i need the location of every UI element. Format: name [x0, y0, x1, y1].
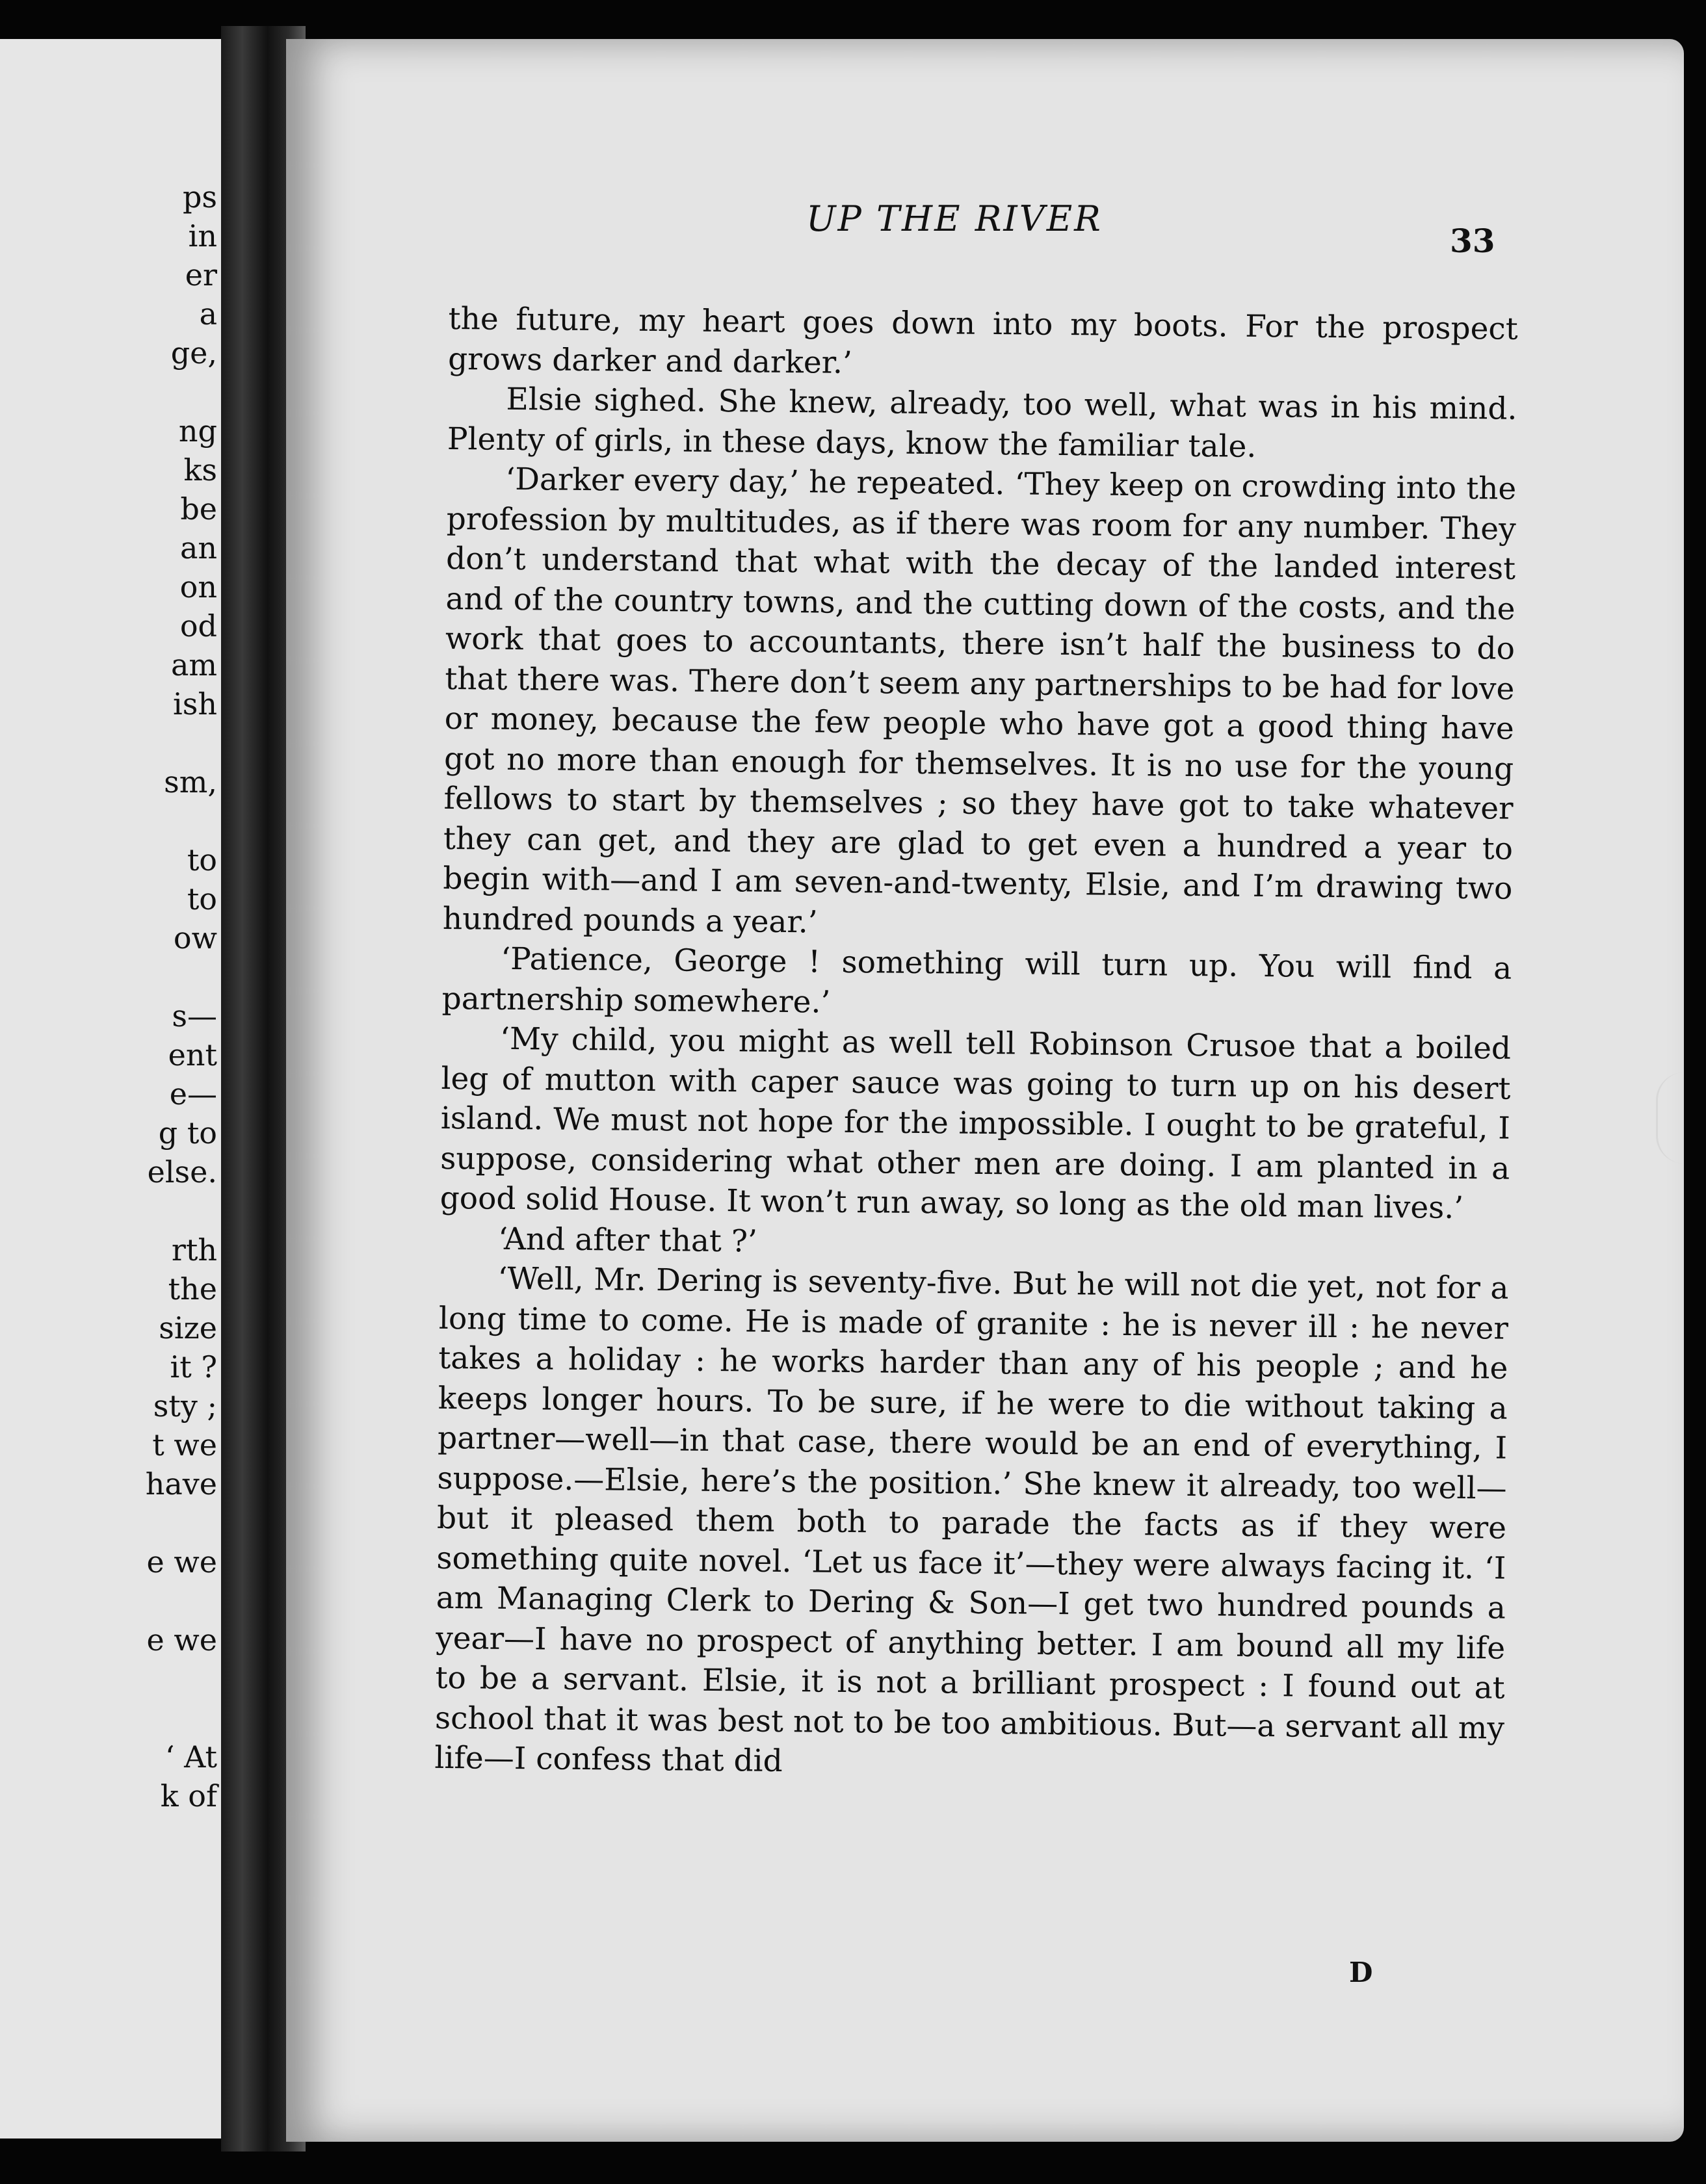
left-page-fragment: ng: [178, 413, 217, 448]
running-title: UP THE RIVER: [806, 198, 1103, 239]
left-page-fragment: ks: [183, 452, 217, 488]
left-page-fragment: a: [199, 296, 217, 332]
body-text: [434, 299, 1518, 1788]
left-page-fragment: to: [187, 881, 217, 916]
left-page-fragment: er: [185, 257, 217, 292]
left-page-fragment: t we: [152, 1427, 217, 1462]
left-page-fragment: ‘ At: [164, 1739, 217, 1774]
page-number: 33: [1450, 222, 1495, 260]
paragraph: Elsie sighed. She knew, already, too well, what was in his mind. Plenty of girls, in these days, know the familiar tale.: [447, 381, 1517, 465]
left-facing-page: [0, 39, 230, 2138]
signature-mark: D: [1349, 1956, 1373, 1988]
left-page-fragment: e we: [146, 1544, 217, 1580]
paragraph: ‘Well, Mr. Dering is seventy-five. But he will not die yet, not for a long time to come. He is made of granite : he is never ill : he never takes a holiday : he works harder than any of his people ; and he keeps longer hours. To be sure, if he were to die without taking a partner—well—in that case, there would be an end of everything, I suppose.—Elsie, here’s the position.’ She knew it already, too well—but it pleased them both to parade the facts as if they were something quite novel. ‘Let us face it’—they were always facing it. ‘I am Managing Clerk to Dering & Son—I get two hundred pounds a year—I have no prospect of anything better. I am bound all my life to be a servant. Elsie, it is not a brilliant prospect : I found out at school that it was best not to be too ambitious. But—a servant all my life—I confess that did: [434, 1260, 1509, 1780]
left-page-fragment: ish: [173, 686, 217, 722]
paragraph: the future, my heart goes down into my boots. For the prospect grows darker and darker.’: [447, 300, 1518, 381]
left-page-fragment: rth: [171, 1232, 217, 1268]
left-page-fragment: ge,: [170, 335, 217, 370]
left-page-fragment: have: [145, 1466, 217, 1502]
paragraph: ‘And after that ?’: [497, 1221, 758, 1260]
left-page-fragment: s—: [172, 998, 217, 1034]
left-page-fragment: else.: [147, 1154, 217, 1190]
left-page-fragment: to: [187, 842, 217, 878]
left-page-fragment: ow: [173, 920, 217, 956]
left-page-fragment: it ?: [170, 1349, 217, 1384]
left-page-fragment: on: [179, 569, 217, 604]
left-page-fragment: e—: [169, 1076, 217, 1112]
left-page-fragment: g to: [158, 1115, 217, 1150]
left-page-fragment: k of: [160, 1778, 217, 1814]
paragraph: ‘Darker every day,’ he repeated. ‘They keep on crowding into the profession by multitudes, as if there was room for any number. They don’t understand that what with the decay of the landed interest and of the country towns, and the cutting down of the costs, and the work that goes to accountants, there isn’t half the business to do that there was. There don’t seem any partnerships to be had for love or money, because the few people who have got a good thing have got no more than enough for themselves. It is no use for the young fellows to start by themselves ; so they have got to take whatever they can get, and they are glad to get even a hundred a year to begin with—and I am seven-and-twenty, Elsie, and I’m drawing two hundred pounds a year.’: [442, 461, 1517, 940]
left-page-fragment: e we: [146, 1622, 217, 1658]
left-page-fragment: od: [179, 608, 217, 644]
left-page-fragment: size: [159, 1310, 217, 1346]
page-edge-curl: [1656, 1072, 1684, 1164]
running-head: [286, 198, 1684, 260]
left-page-fragment: sty ;: [153, 1388, 217, 1424]
left-page-fragment: an: [179, 530, 217, 566]
left-page-fragment: ent: [168, 1037, 217, 1072]
left-page-fragment: in: [188, 218, 217, 254]
left-page-fragment: am: [170, 647, 217, 682]
right-page: [286, 39, 1684, 2142]
left-page-fragment: be: [180, 491, 217, 526]
paragraph: ‘Patience, George ! something will turn up. You will find a partnership somewhere.’: [441, 941, 1512, 1020]
left-page-fragment: the: [168, 1271, 217, 1306]
left-page-text-fragments: [0, 39, 228, 2138]
paragraph: ‘My child, you might as well tell Robinson Crusoe that a boiled leg of mutton with caper sauce was going to turn up on his desert island. We must not hope for the impossible. I ought to be grateful, I suppose, considering what other men are doing. I am planted in a good solid House. It won’t run away, so long as the old man lives.’: [440, 1020, 1512, 1227]
left-page-fragment: ps: [182, 179, 217, 214]
left-page-fragment: sm,: [164, 764, 217, 800]
